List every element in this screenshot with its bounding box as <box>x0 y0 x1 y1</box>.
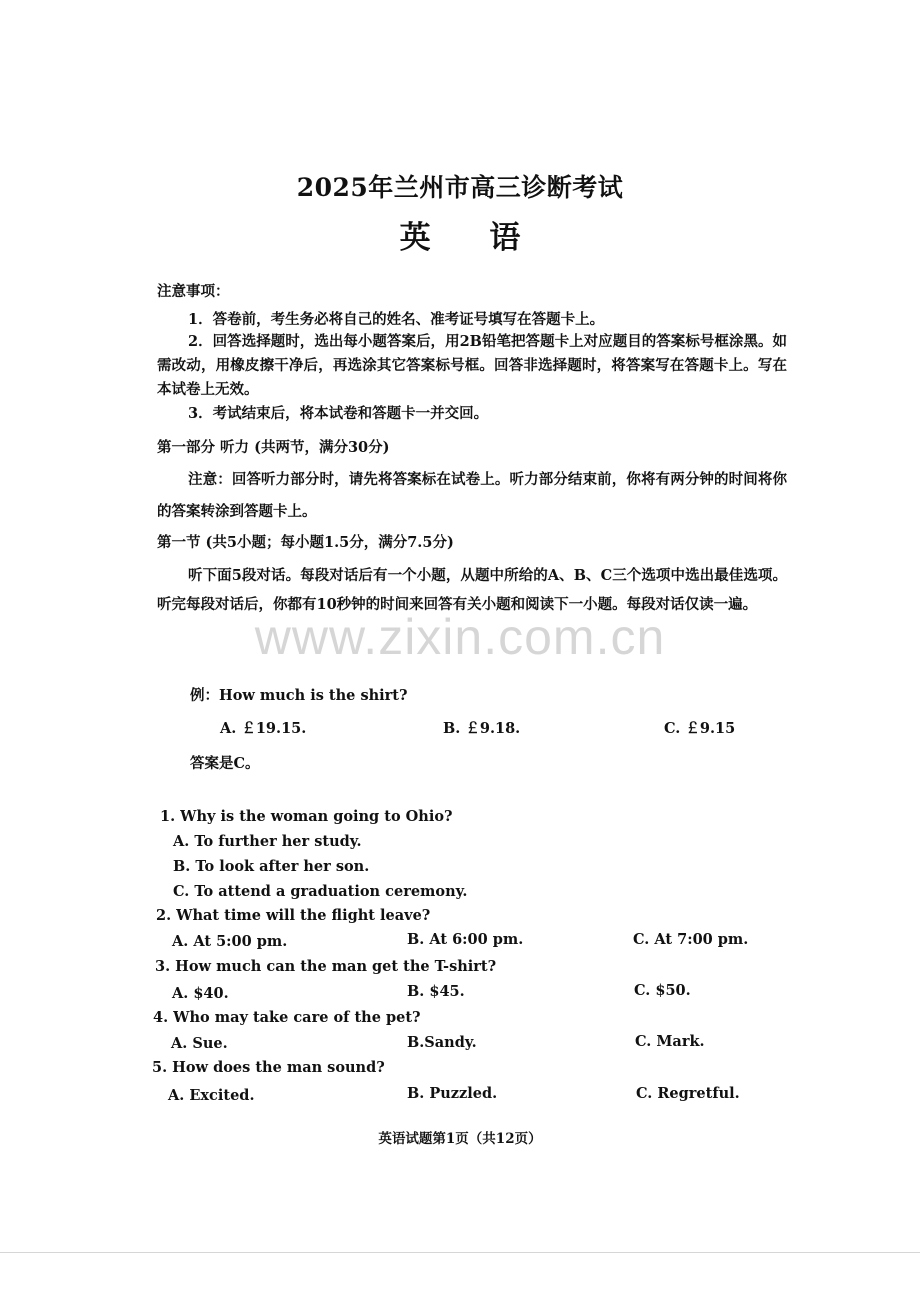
watermark: www.zixin.com.cn <box>254 609 666 665</box>
example-question: 例：How much is the shirt? <box>190 687 408 704</box>
page-number-footer: 英语试题第1页（共12页） <box>378 1131 542 1147</box>
question-option: C. $50. <box>634 982 691 999</box>
part1-heading: 第一部分 听力 (共两节，满分30分) <box>157 439 390 456</box>
question-stem: 5. How does the man sound? <box>152 1059 385 1076</box>
question-option: A. Sue. <box>171 1035 228 1052</box>
question-option: B. $45. <box>407 983 465 1000</box>
question-option: B. At 6:00 pm. <box>407 931 524 948</box>
example-option-a: A. ￡19.15. <box>220 720 307 737</box>
page-divider <box>0 1252 920 1253</box>
question-option: A. $40. <box>172 985 229 1002</box>
question-stem: 2. What time will the flight leave? <box>156 907 431 924</box>
example-option-b: B. ￡9.18. <box>443 720 521 737</box>
section1-instructions: 听下面5段对话。每段对话后有一个小题，从题中所给的A、B、C三个选项中选出最佳选项。听完每段对话后，你都有10秒钟的时间来回答有关小题和阅读下一小题。每段对话仅读一遍。 <box>157 567 787 613</box>
notice-item-2: 2．回答选择题时，选出每小题答案后，用2B铅笔把答题卡上对应题目的答案标号框涂黑。如需改动，用橡皮擦干净后，再选涂其它答案标号框。回答非选择题时，将答案写在答题卡上。写在本试卷上无效。 <box>157 333 787 398</box>
notice-item-1: 1．答卷前，考生务必将自己的姓名、准考证号填写在答题卡上。 <box>188 311 605 328</box>
question-stem: 1. Why is the woman going to Ohio? <box>160 808 453 825</box>
question-option: B. To look after her son. <box>173 858 370 875</box>
question-option: B. Puzzled. <box>407 1085 498 1102</box>
subject-title: 英 语 <box>399 220 545 256</box>
notice-heading: 注意事项： <box>157 283 230 300</box>
question-stem: 4. Who may take care of the pet? <box>153 1009 421 1026</box>
question-option: C. To attend a graduation ceremony. <box>173 883 468 900</box>
notice-item-3: 3．考试结束后，将本试卷和答题卡一并交回。 <box>188 405 489 422</box>
question-option: C. At 7:00 pm. <box>633 931 749 948</box>
question-option: C. Regretful. <box>636 1085 740 1102</box>
question-option: B.Sandy. <box>407 1034 477 1051</box>
example-answer: 答案是C。 <box>190 755 260 772</box>
part1-note: 注意：回答听力部分时，请先将答案标在试卷上。听力部分结束前，你将有两分钟的时间将你的答案转涂到答题卡上。 <box>157 471 787 520</box>
question-stem: 3. How much can the man get the T-shirt? <box>155 958 497 975</box>
section1-heading: 第一节 (共5小题；每小题1.5分，满分7.5分) <box>157 534 454 551</box>
question-option: C. Mark. <box>635 1033 705 1050</box>
exam-title: 2025年兰州市高三诊断考试 <box>296 173 624 202</box>
example-option-c: C. ￡9.15 <box>664 720 736 737</box>
question-option: A. At 5:00 pm. <box>172 933 288 950</box>
question-option: A. To further her study. <box>173 833 362 850</box>
question-option: A. Excited. <box>168 1087 255 1104</box>
